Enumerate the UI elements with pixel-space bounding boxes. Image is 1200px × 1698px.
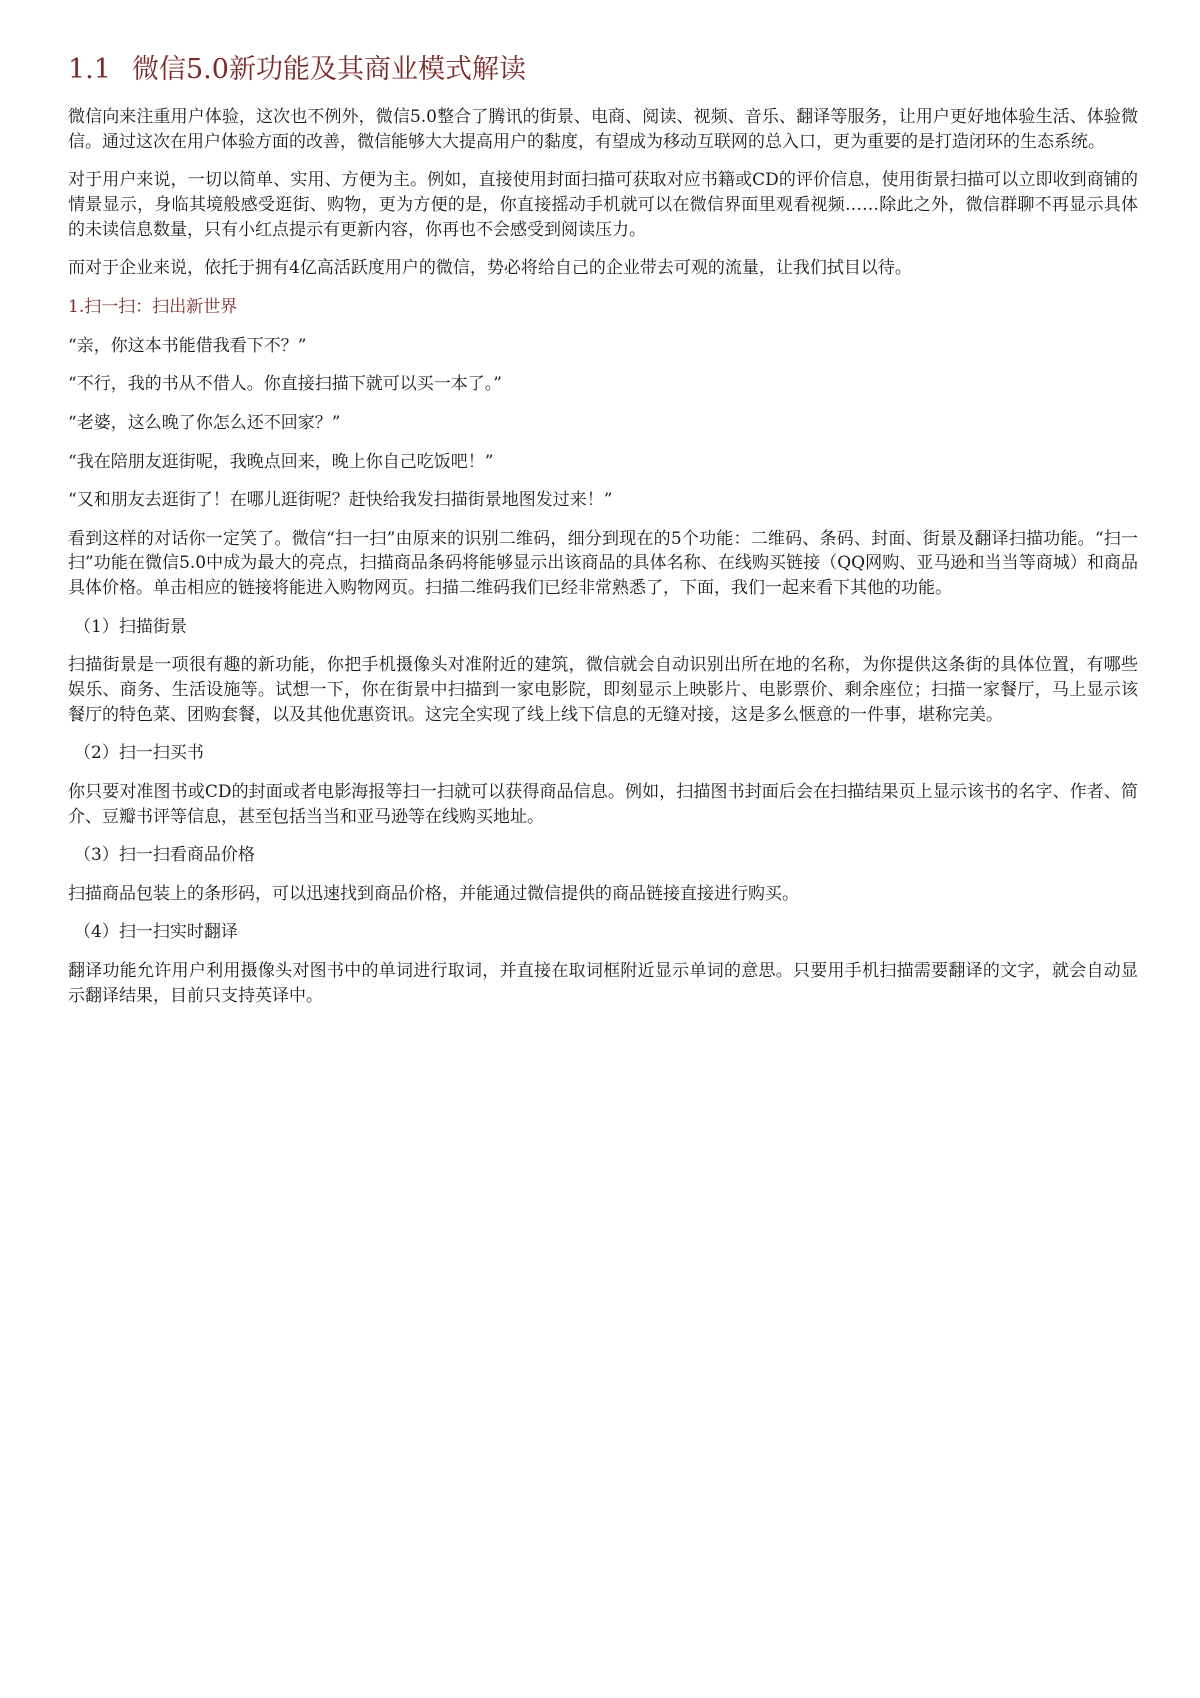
subsection-heading: 1.扫一扫：扫出新世界 bbox=[68, 296, 238, 317]
item-heading-street-view: （1）扫描街景 bbox=[74, 616, 187, 637]
document-page bbox=[68, 52, 1138, 1022]
item-body-translate: 翻译功能允许用户利用摄像头对图书中的单词进行取词，并直接在取词框附近显示单词的意思。只要用手机扫描需要翻译的文字，就会自动显示翻译结果，目前只支持英译中。 bbox=[68, 961, 1138, 1006]
item-body-price: 扫描商品包装上的条形码，可以迅速找到商品价格，并能通过微信提供的商品链接直接进行购买。 bbox=[68, 883, 799, 904]
section-title-text: 微信5.0新功能及其商业模式解读 bbox=[132, 54, 526, 85]
dialog-line: “亲，你这本书能借我看下不？” bbox=[68, 335, 307, 356]
dialog-line: “不行，我的书从不借人。你直接扫描下就可以买一本了。” bbox=[68, 374, 502, 395]
paragraph-intro-2: 对于用户来说，一切以简单、实用、方便为主。例如，直接使用封面扫描可获取对应书籍或CD的评价信息，使用街景扫描可以立即收到商铺的情景显示，身临其境般感受逛街、购物，更为方便的是，你直接摇动手机就可以在微信界面里观看视频……除此之外，微信群聊不再显示具体的未读信息数量，只有小红点提示有更新内容，你再也不会感受到阅读压力。 bbox=[68, 170, 1138, 240]
dialog-line: “老婆，这么晚了你怎么还不回家？” bbox=[68, 412, 341, 433]
paragraph-intro-1: 微信向来注重用户体验，这次也不例外，微信5.0整合了腾讯的街景、电商、阅读、视频、音乐、翻译等服务，让用户更好地体验生活、体验微信。通过这次在用户体验方面的改善，微信能够大大提高用户的黏度，有望成为移动互联网的总入口，更为重要的是打造闭环的生态系统。 bbox=[68, 107, 1138, 152]
subsection-intro: 看到这样的对话你一定笑了。微信“扫一扫”由原来的识别二维码，细分到现在的5个功能：二维码、条码、封面、街景及翻译扫描功能。“扫一扫”功能在微信5.0中成为最大的亮点，扫描商品条码将能够显示出该商品的具体名称、在线购买链接（QQ网购、亚马逊和当当等商城）和商品具体价格。单击相应的链接将能进入购物网页。扫描二维码我们已经非常熟悉了，下面，我们一起来看下其他的功能。 bbox=[68, 528, 1138, 599]
paragraph-intro-3: 而对于企业来说，依托于拥有4亿高活跃度用户的微信，势必将给自己的企业带去可观的流量，让我们拭目以待。 bbox=[68, 258, 912, 279]
item-body-street-view: 扫描街景是一项很有趣的新功能，你把手机摄像头对准附近的建筑，微信就会自动识别出所在地的名称，为你提供这条街的具体位置，有哪些娱乐、商务、生活设施等。试想一下，你在街景中扫描到一家电影院，即刻显示上映影片、电影票价、剩余座位；扫描一家餐厅，马上显示该餐厅的特色菜、团购套餐，以及其他优惠资讯。这完全实现了线上线下信息的无缝对接，这是多么惬意的一件事，堪称完美。 bbox=[68, 655, 1138, 725]
item-heading-price: （3）扫一扫看商品价格 bbox=[74, 845, 255, 866]
section-number: 1.1 bbox=[68, 54, 111, 85]
dialog-line: “我在陪朋友逛街呢，我晚点回来，晚上你自己吃饭吧！” bbox=[68, 451, 494, 472]
item-heading-translate: （4）扫一扫实时翻译 bbox=[74, 922, 238, 943]
dialog-line: “又和朋友去逛街了！在哪儿逛街呢？赶快给我发扫描街景地图发过来！” bbox=[68, 490, 613, 511]
item-body-buy-books: 你只要对准图书或CD的封面或者电影海报等扫一扫就可以获得商品信息。例如，扫描图书封面后会在扫描结果页上显示该书的名字、作者、简介、豆瓣书评等信息，甚至包括当当和亚马逊等在线购买地址。 bbox=[68, 781, 1138, 827]
item-heading-buy-books: （2）扫一扫买书 bbox=[74, 743, 204, 764]
section-title bbox=[68, 52, 1138, 87]
